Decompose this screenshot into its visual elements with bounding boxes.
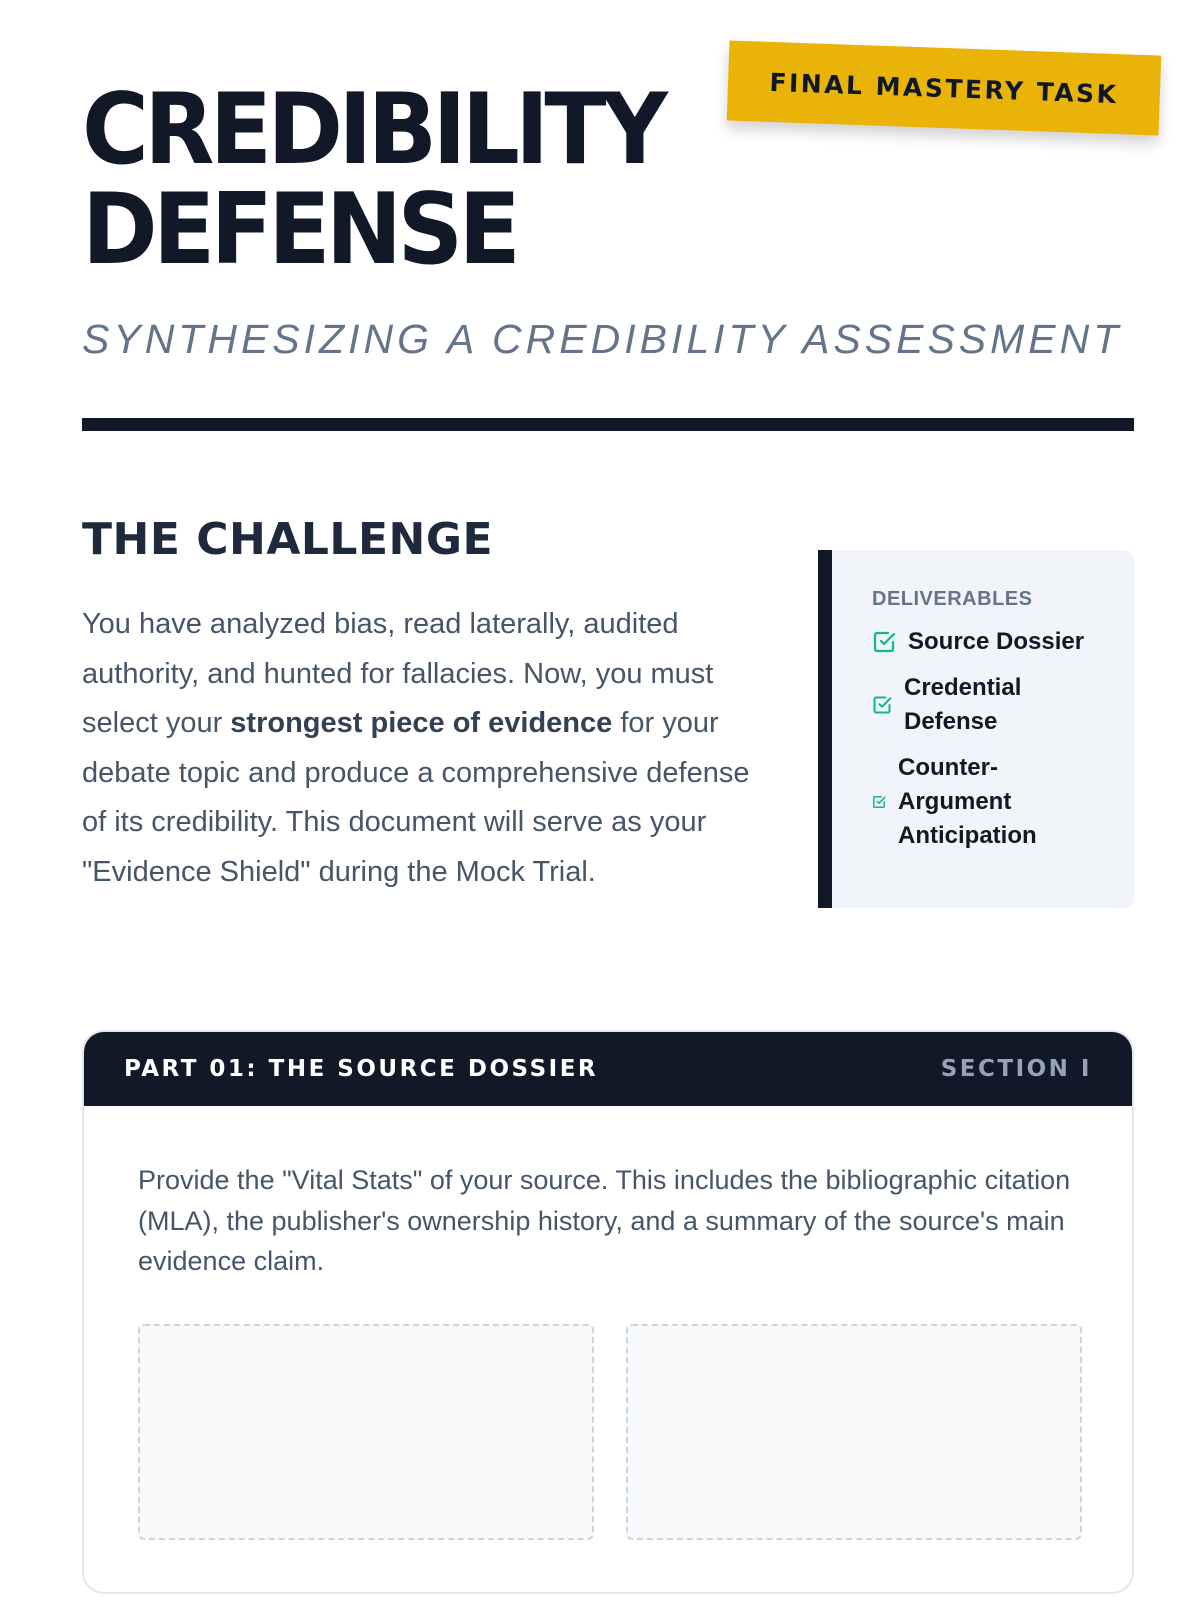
deliverables-panel (818, 550, 1134, 908)
final-mastery-badge: FINAL MASTERY TASK (727, 40, 1162, 135)
deliverable-label: Counter-Argument Anticipation (898, 754, 1037, 849)
deliverable-item (872, 751, 1134, 853)
deliverable-item (872, 625, 1134, 659)
source-dossier-card (82, 1030, 1134, 1594)
check-square-icon (872, 630, 896, 654)
response-area-right[interactable] (626, 1324, 1082, 1540)
deliverable-label: Credential Defense (904, 674, 1022, 735)
card-title: PART 01: THE SOURCE DOSSIER (124, 1056, 599, 1082)
deliverable-item (872, 671, 1134, 739)
title-line-2: DEFENSE (82, 173, 517, 287)
card-description: Provide the "Vital Stats" of your source. This includes the bibliographic citation (MLA), the publisher's ownership history, and a summary of the source's main evidence claim. (138, 1165, 1071, 1276)
challenge-text-rest: for your debate topic and produce a comprehensive defense of its credibility. This document will serve as your "Evidence Shield" during the Mock Trial. (82, 707, 750, 888)
check-square-icon (872, 695, 892, 715)
response-area-left[interactable] (138, 1324, 594, 1540)
challenge-heading: THE CHALLENGE (82, 514, 494, 565)
card-header (84, 1032, 1132, 1106)
challenge-text-intro: You have analyzed bias, read laterally, audited authority, and hunted for fallacies. Now, you must select your (82, 608, 714, 739)
challenge-text (82, 600, 762, 897)
section-label: SECTION I (940, 1056, 1092, 1082)
deliverables-label: DELIVERABLES (872, 588, 1033, 610)
deliverable-label: Source Dossier (908, 628, 1085, 655)
title-line-1: CREDIBILITY (82, 73, 664, 187)
page-title (82, 73, 696, 287)
check-square-icon (872, 795, 886, 809)
header-divider (82, 418, 1134, 431)
challenge-text-emphasis: strongest piece of evidence (230, 707, 613, 739)
page-subtitle: SYNTHESIZING A CREDIBILITY ASSESSMENT (82, 316, 1123, 362)
